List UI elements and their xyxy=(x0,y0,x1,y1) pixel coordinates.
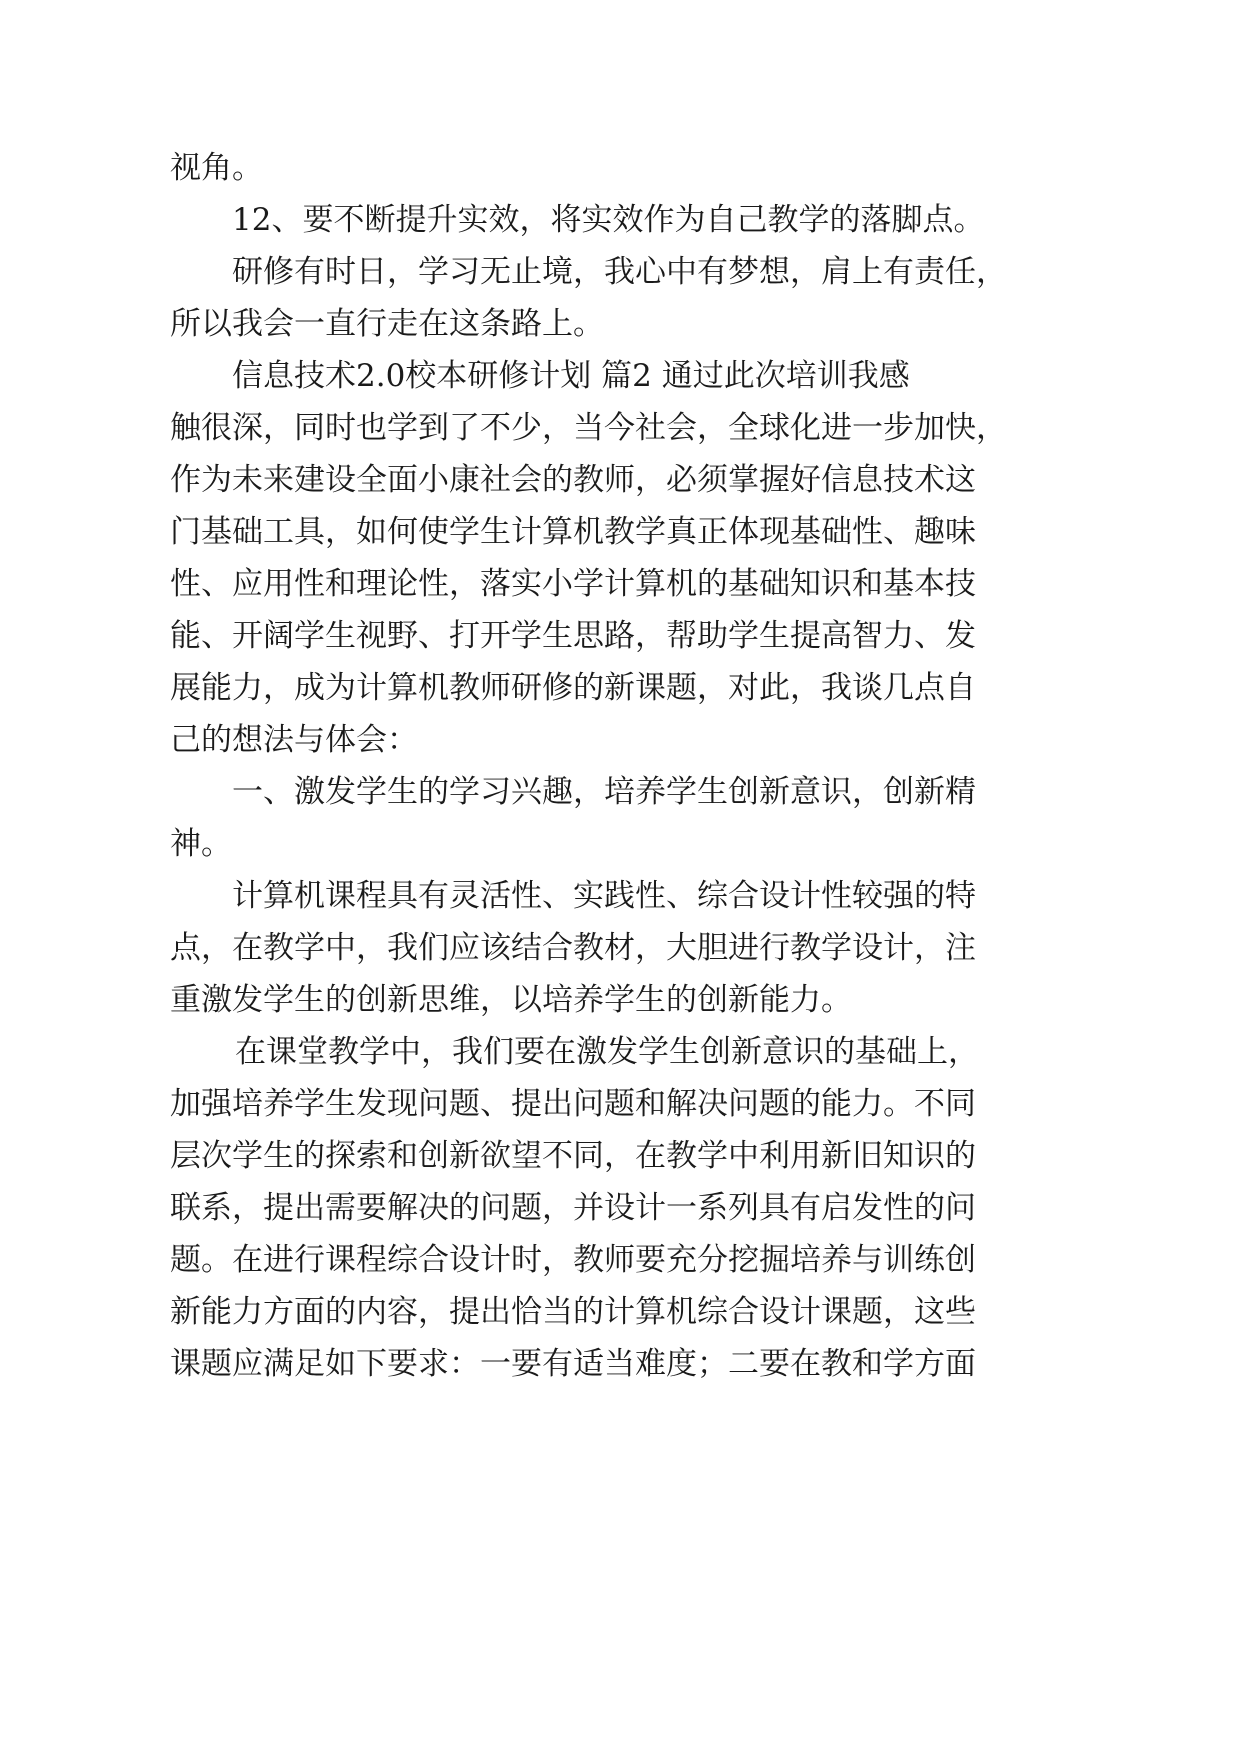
text-line: 己的想法与体会： xyxy=(170,722,418,758)
text-line: 视角。 xyxy=(170,150,263,186)
text-line: 加强培养学生发现问题、提出问题和解决问题的能力。不同 xyxy=(170,1086,976,1122)
text-line: 研修有时日，学习无止境，我心中有梦想，肩上有责任， xyxy=(232,254,1007,290)
text-line: 联系，提出需要解决的问题，并设计一系列具有启发性的问 xyxy=(170,1190,976,1226)
text-line: 作为未来建设全面小康社会的教师，必须掌握好信息技术这 xyxy=(170,462,976,498)
text-line: 课题应满足如下要求：一要有适当难度；二要在教和学方面 xyxy=(170,1346,976,1382)
text-line: 12、要不断提升实效，将实效作为自己教学的落脚点。 xyxy=(232,202,985,238)
text-line: 在课堂教学中，我们要在激发学生创新意识的基础上， xyxy=(235,1034,979,1070)
text-line: 能、开阔学生视野、打开学生思路，帮助学生提高智力、发 xyxy=(170,618,976,654)
text-line: 神。 xyxy=(170,826,232,862)
text-line: 一、激发学生的学习兴趣，培养学生创新意识，创新精 xyxy=(232,774,976,810)
text-line: 所以我会一直行走在这条路上。 xyxy=(170,306,604,342)
text-line: 信息技术2.0校本研修计划 篇2 通过此次培训我感 xyxy=(232,358,910,394)
text-line: 计算机课程具有灵活性、实践性、综合设计性较强的特 xyxy=(232,878,976,914)
text-line: 点，在教学中，我们应该结合教材，大胆进行教学设计，注 xyxy=(170,930,976,966)
text-line: 重激发学生的创新思维，以培养学生的创新能力。 xyxy=(170,982,852,1018)
text-line: 新能力方面的内容，提出恰当的计算机综合设计课题，这些 xyxy=(170,1294,976,1330)
text-line: 触很深，同时也学到了不少，当今社会，全球化进一步加快， xyxy=(170,410,1007,446)
text-line: 性、应用性和理论性，落实小学计算机的基础知识和基本技 xyxy=(170,566,976,602)
text-line: 门基础工具，如何使学生计算机教学真正体现基础性、趣味 xyxy=(170,514,976,550)
text-line: 层次学生的探索和创新欲望不同，在教学中利用新旧知识的 xyxy=(170,1138,976,1174)
text-line: 题。在进行课程综合设计时，教师要充分挖掘培养与训练创 xyxy=(170,1242,976,1278)
text-line: 展能力，成为计算机教师研修的新课题，对此，我谈几点自 xyxy=(170,670,976,706)
